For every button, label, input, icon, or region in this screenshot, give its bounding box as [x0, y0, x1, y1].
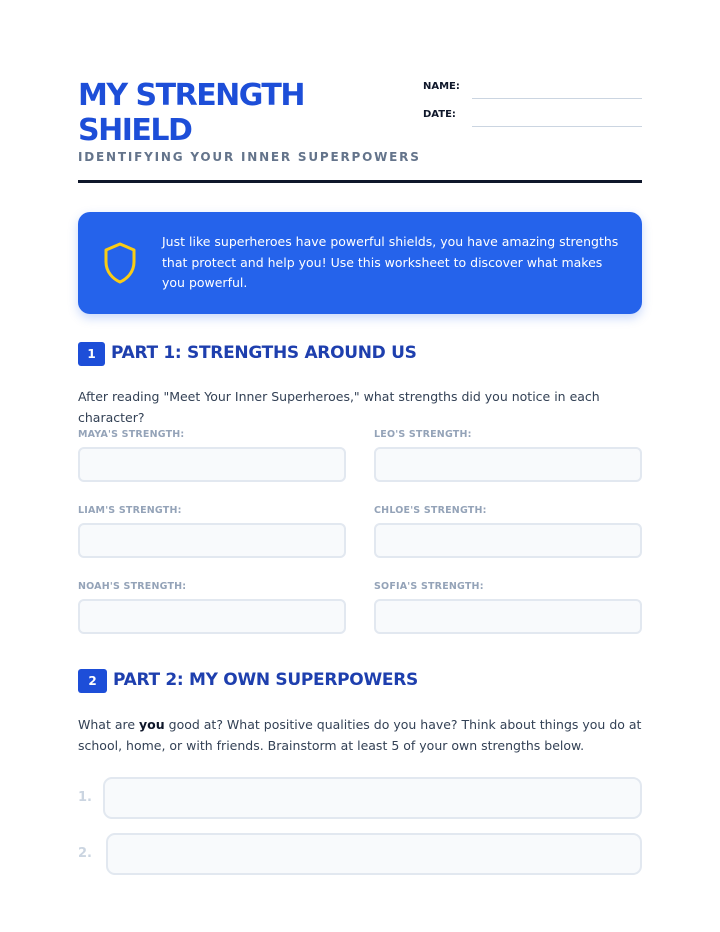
strength-item-number: 2.: [78, 846, 92, 861]
strength-item-input[interactable]: [103, 777, 642, 819]
part2-prompt-start: What are: [78, 717, 140, 732]
header-divider: [78, 180, 642, 183]
strength-item-number: 1.: [78, 790, 92, 805]
shield-icon: [102, 241, 138, 285]
leo-strength-label: LEO'S STRENGTH:: [374, 429, 472, 440]
noah-strength-input[interactable]: [78, 599, 346, 634]
leo-strength-input[interactable]: [374, 447, 642, 482]
part2-badge: 2: [78, 669, 107, 693]
part2-prompt-emphasis: you: [139, 717, 165, 732]
date-field[interactable]: [423, 107, 642, 127]
worksheet-page: [78, 0, 642, 932]
intro-banner: [78, 212, 642, 314]
part1-heading: [78, 342, 642, 368]
maya-strength-input[interactable]: [78, 447, 346, 482]
name-field[interactable]: [423, 79, 642, 99]
intro-text: Just like superheroes have powerful shields, you have amazing strengths that protect and help you! Use this worksheet to discover what makes you powerful.: [162, 234, 619, 290]
name-line[interactable]: [472, 98, 642, 99]
liam-strength-label: LIAM'S STRENGTH:: [78, 505, 182, 516]
part2-prompt: [78, 714, 642, 756]
name-label: NAME:: [423, 81, 460, 92]
maya-strength-label: MAYA'S STRENGTH:: [78, 429, 185, 440]
sofia-strength-label: SOFIA'S STRENGTH:: [374, 581, 484, 592]
strength-item-input[interactable]: [106, 833, 642, 875]
part2-prompt-end: good at? What positive qualities do you have? Think about things you do at school, home, or with friends. Brainstorm at least 5 of your own strengths below.: [78, 717, 642, 753]
page-title: MY STRENGTH SHIELD: [78, 78, 304, 148]
liam-strength-input[interactable]: [78, 523, 346, 558]
part2-title: PART 2: MY OWN SUPERPOWERS: [113, 670, 418, 690]
part1-prompt: After reading "Meet Your Inner Superheroes," what strengths did you notice in each character?: [78, 389, 600, 425]
part1-badge: 1: [78, 342, 105, 366]
part1-title: PART 1: STRENGTHS AROUND US: [111, 343, 417, 363]
chloe-strength-input[interactable]: [374, 523, 642, 558]
chloe-strength-label: CHLOE'S STRENGTH:: [374, 505, 487, 516]
part2-heading: [78, 669, 642, 695]
page-subtitle: IDENTIFYING YOUR INNER SUPERPOWERS: [78, 150, 421, 164]
date-line[interactable]: [472, 126, 642, 127]
date-label: DATE:: [423, 109, 456, 120]
sofia-strength-input[interactable]: [374, 599, 642, 634]
noah-strength-label: NOAH'S STRENGTH:: [78, 581, 187, 592]
